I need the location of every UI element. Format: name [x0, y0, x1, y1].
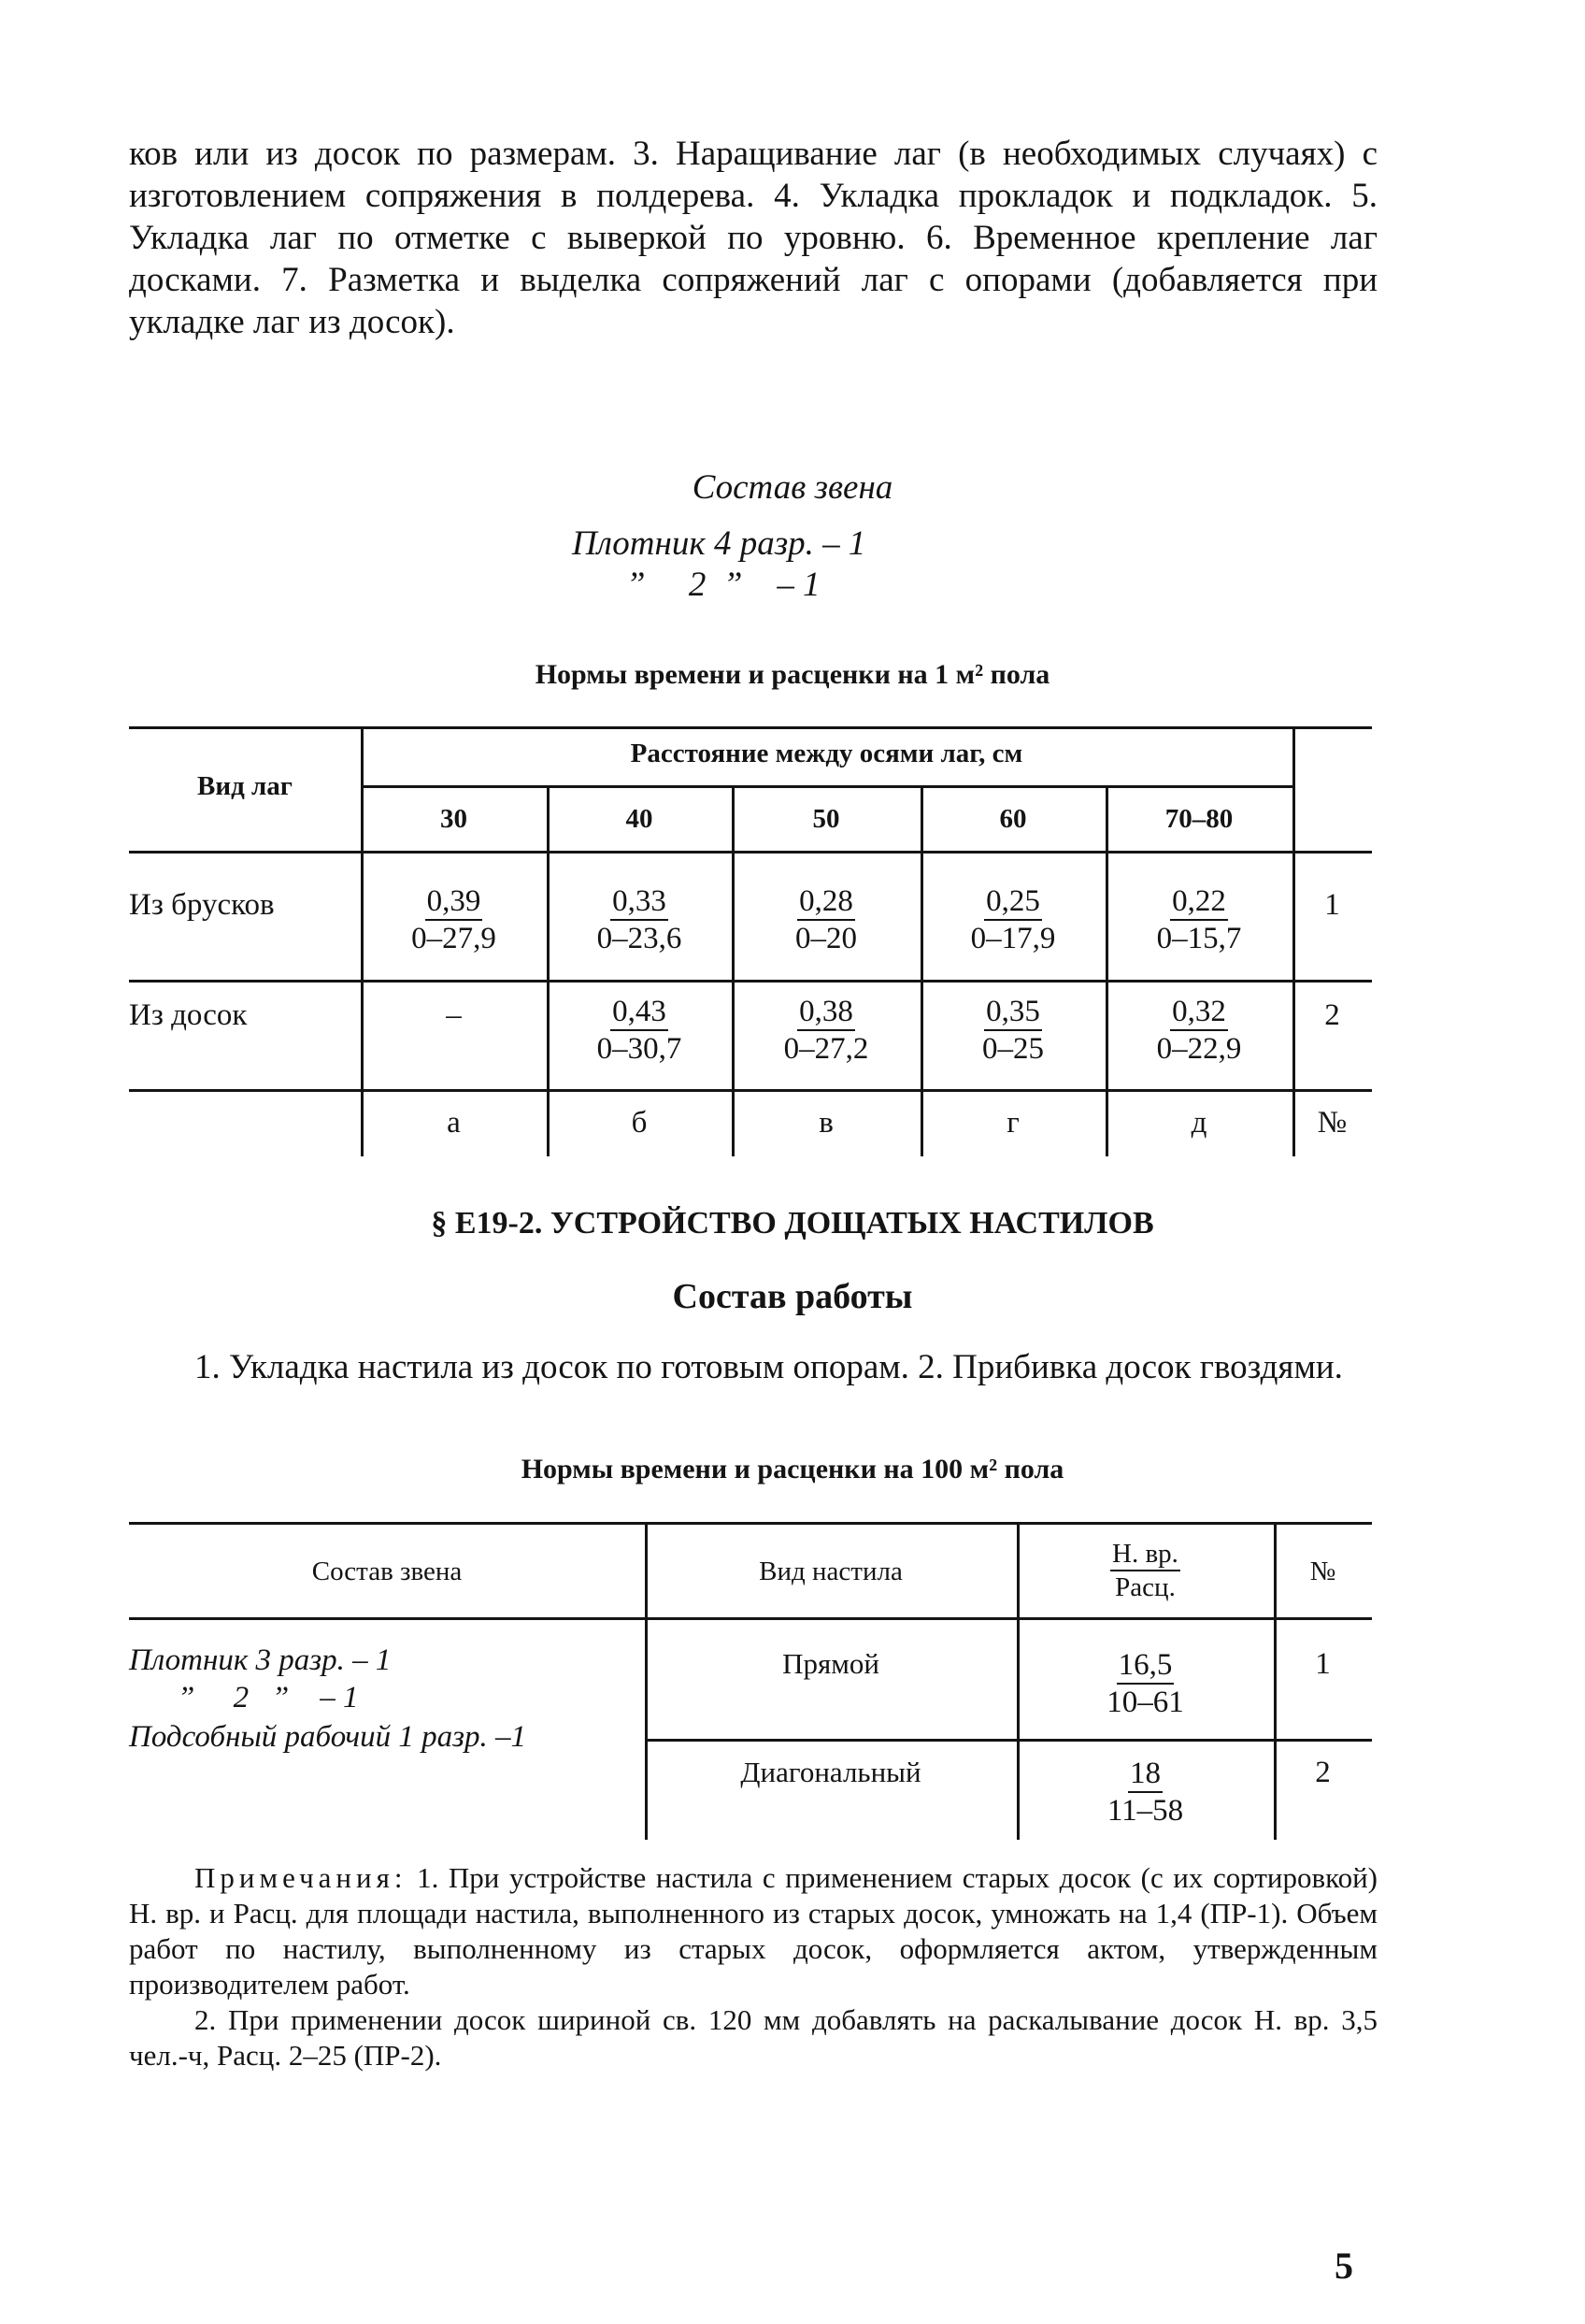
table1-top-border	[129, 726, 1372, 729]
col-letter-b: б	[631, 1106, 648, 1140]
distance-40: 40	[625, 804, 653, 834]
col-letter-g: г	[1007, 1106, 1020, 1140]
table2-row-rule	[645, 1739, 1372, 1742]
table2-crew-line-3: Подсобный рабочий 1 разр. –1	[129, 1720, 526, 1754]
table1-header-group: Расстояние между осями лаг, см	[630, 739, 1023, 768]
cell-boards-60: $\frac{0,35}{0-25}$	[982, 995, 1044, 1066]
table1-header-type: Вид лаг	[197, 771, 293, 801]
note-1	[129, 1860, 1378, 2002]
footer-num-sign: №	[1317, 1106, 1348, 1140]
table1-body-rule	[129, 1089, 1372, 1092]
note-2: 2. При применении досок шириной св. 120 мм добавлять на раскалывание досок Н. вр. 3,5 чел.-ч, Расц. 2–25 (ПР-2).	[129, 2003, 1378, 2072]
table2-header-num: №	[1309, 1557, 1336, 1586]
cell-boards-40: $\frac{0,43}{0-30,7}$	[596, 995, 682, 1066]
notes-block	[129, 1860, 1378, 2073]
crew-line-2: ” 2 ” – 1	[626, 566, 821, 604]
section-title: § Е19-2. УСТРОЙСТВО ДОЩАТЫХ НАСТИЛОВ	[431, 1206, 1154, 1241]
table2-header-type: Вид настила	[759, 1557, 903, 1586]
table1-col-rule-1	[547, 785, 550, 1156]
table1-col-rule-3	[921, 785, 923, 1156]
table2-header-rule	[129, 1617, 1372, 1620]
table2-nvr-diagonal: $\frac{18}{11-58}$	[1107, 1757, 1184, 1828]
col-letter-v: в	[819, 1106, 834, 1140]
notes-label: Примечания:	[194, 1861, 407, 1894]
cell-boards-30: –	[446, 998, 462, 1032]
table1-row-rule	[129, 980, 1372, 983]
crew-line-1: Плотник 4 разр. – 1	[572, 524, 866, 563]
cell-bars-30: $\frac{0,39}{0-27,9}$	[411, 884, 496, 955]
table2-num-2: 2	[1315, 1756, 1331, 1789]
distance-30: 30	[440, 804, 467, 834]
table2-crew-line-1: Плотник 3 разр. – 1	[129, 1643, 392, 1677]
work-text: 1. Укладка настила из досок по готовым опорам. 2. Прибивка досок гвоздями.	[194, 1348, 1343, 1386]
table2-nvr-straight: $\frac{16,5}{10-61}$	[1107, 1648, 1184, 1719]
table2-type-diagonal: Диагональный	[740, 1756, 921, 1788]
table1-group-rule	[361, 785, 1295, 788]
cell-boards-50: $\frac{0,38}{0-27,2}$	[783, 995, 869, 1066]
cell-bars-40: $\frac{0,33}{0-23,6}$	[596, 884, 682, 955]
table2-top-border	[129, 1522, 1372, 1525]
row-num-2: 2	[1324, 998, 1340, 1032]
row-label-bars: Из брусков	[129, 888, 275, 922]
table2-header-crew: Состав звена	[311, 1557, 463, 1586]
distance-70-80: 70–80	[1164, 804, 1234, 834]
table1-header-rule	[129, 851, 1372, 854]
page-number: 5	[1335, 2245, 1353, 2287]
table2-num-1: 1	[1315, 1647, 1331, 1681]
table2-caption: Нормы времени и расценки на 100 м² пола	[521, 1454, 1064, 1485]
table1-col-rule-5	[1292, 726, 1295, 1156]
table1-col-rule-2	[732, 785, 735, 1156]
row-num-1: 1	[1324, 888, 1340, 922]
note-1-text: 1. При устройстве настила с применением старых досок (с их сортировкой) Н. вр. и Расц. для площади настила, выполненного из старых досок, умножать на 1,4 (ПР-1). Объем работ по настилу, выполненному из старых досок, оформляется актом, утвержденным производителем работ.	[129, 1861, 1378, 2001]
table2-header-nvr: Н. вр. Расц.	[1112, 1539, 1178, 1602]
table1-caption: Нормы времени и расценки на 1 м² пола	[535, 659, 1050, 690]
intro-paragraph: ков или из досок по размерам. 3. Наращивание лаг (в необходимых случаях) с изготовлением сопряжения в полдерева. 4. Укладка прокладок и подкладок. 5. Укладка лаг по отметке с выверкой по уровню. 6. Временное крепление лаг досками. 7. Разметка и выделка сопряжений лаг с опорами (добавляется при укладке лаг из досок).	[129, 135, 1378, 341]
table1-col-rule-4	[1106, 785, 1108, 1156]
distance-60: 60	[999, 804, 1027, 834]
col-letter-a: а	[447, 1106, 461, 1140]
col-letter-d: д	[1191, 1106, 1207, 1140]
cell-bars-60: $\frac{0,25}{0-17,9}$	[970, 884, 1056, 955]
cell-bars-70-80: $\frac{0,22}{0-15,7}$	[1156, 884, 1242, 955]
distance-50: 50	[812, 804, 840, 834]
table2-crew-line-2: ” 2 ” – 1	[178, 1681, 359, 1714]
table2-type-straight: Прямой	[782, 1647, 879, 1680]
crew-title: Состав звена	[692, 468, 893, 507]
cell-bars-50: $\frac{0,28}{0-20}$	[795, 884, 857, 955]
cell-boards-70-80: $\frac{0,32}{0-22,9}$	[1156, 995, 1242, 1066]
work-title: Состав работы	[672, 1277, 913, 1316]
row-label-boards: Из досок	[129, 998, 248, 1032]
